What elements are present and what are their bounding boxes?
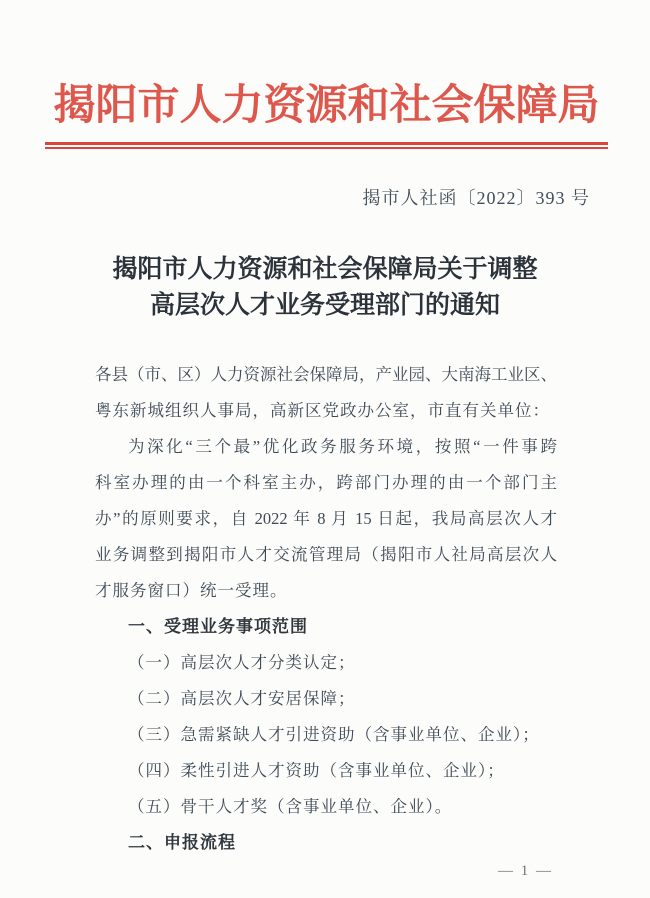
intro-line: 业务调整到揭阳市人才交流管理局（揭阳市人社局高层次人 [95,545,557,564]
section2-heading: 二、申报流程 [128,833,236,852]
intro-line: 为深化“三个最”优化政务服务环境，按照“一件事跨 [128,437,557,456]
document-title-line1: 揭阳市人力资源和社会保障局关于调整 [112,256,538,283]
section1-heading: 一、受理业务事项范围 [128,617,308,636]
addressee-line: 粤东新城组织人事局，高新区党政办公室，市直有关单位： [95,401,550,420]
intro-line: 科室办理的由一个科室主办，跨部门办理的由一个部门主 [95,473,557,492]
letterhead-agency-name: 揭阳市人力资源和社会保障局 [53,83,600,129]
document-title-line2: 高层次人才业务受理部门的通知 [149,292,500,319]
list-item: （四）柔性引进人才资助（含事业单位、企业）； [128,761,505,780]
intro-line: 办”的原则要求，自 2022 年 8 月 15 日起，我局高层次人才 [95,509,557,528]
list-item: （一）高层次人才分类认定； [128,653,356,672]
letterhead-rule-bottom-line [45,147,608,149]
document-reference-number: 揭市人社函〔2022〕393 号 [362,188,590,208]
list-item: （二）高层次人才安居保障； [128,689,356,708]
page-number: — 1 — [498,863,553,879]
document-title [0,252,650,324]
addressee-line: 各县（市、区）人力资源社会保障局，产业园、大南海工业区、 [95,365,557,384]
document-body [95,357,557,861]
list-item: （三）急需紧缺人才引进资助（含事业单位、企业）； [128,725,540,744]
list-item: （五）骨干人才奖（含事业单位、企业）。 [128,797,453,816]
intro-line: 才服务窗口）统一受理。 [95,581,288,600]
letterhead-rule [45,142,608,149]
